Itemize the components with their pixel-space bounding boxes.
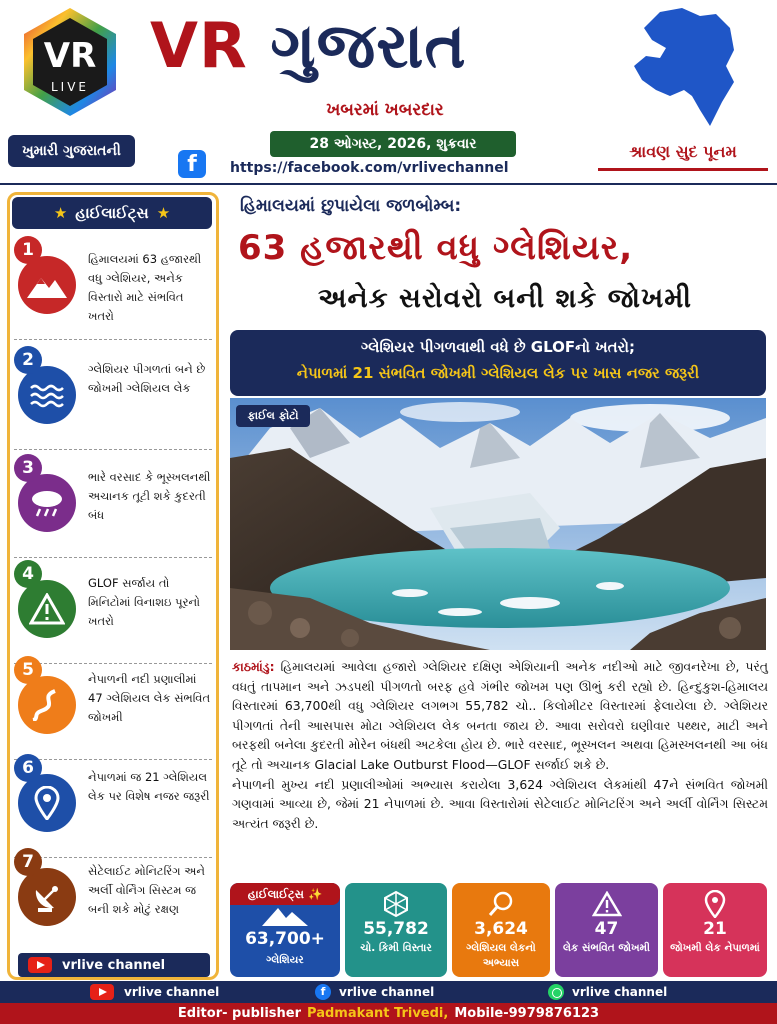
- subheadline-box: [230, 330, 766, 396]
- brand-title: [150, 6, 580, 86]
- mountain-icon: [230, 905, 340, 927]
- highlight-text: GLOF સર્જાય તો મિનિટોમાં વિનાશઇ પૂરનો ખતરો: [88, 576, 200, 628]
- stat-label: જોખમી લેક નેપાળમાં: [670, 942, 760, 954]
- youtube-channel-link[interactable]: [18, 953, 210, 977]
- headline-second: અનેક સરોવરો બની શકે જોખમી: [317, 283, 693, 314]
- social-footer: [0, 981, 777, 1003]
- highlight-item-1: [14, 236, 212, 340]
- editor-mobile: Mobile-9979876123: [454, 1006, 600, 1021]
- highlights-title: [12, 197, 212, 229]
- tithi-label: શ્રાવણ સુદ પૂનમ: [598, 135, 768, 171]
- stat-label: ગ્લેશિયલ લેકનો અભ્યાસ: [466, 942, 536, 969]
- facebook-url-link[interactable]: https://facebook.com/vrlivechannel: [230, 160, 509, 176]
- editor-name: Padmakant Trivedi,: [307, 1006, 449, 1021]
- footer-whatsapp-label: vrlive channel: [572, 985, 668, 999]
- stat-value: 55,782: [363, 919, 429, 939]
- highlight-item-2: [14, 346, 212, 450]
- article-text-1: હિમાલયમાં આવેલા હજારો ગ્લેશિયર દક્ષિણ એશિયાની અનેક નદીઓ માટે જીવનરેખા છે, પરંતુ વધતું તાપમાન અને ઝડપથી પીગળતો બરફ હવે ગંભીર જોખમ પણ ઊભું કરી રહ્યો છે. હિન્દુકુશ-હિમાલય વિસ્તારમાં 63,700થી વધુ ગ્લેશિયર લગભગ 55,782 ચો.. કિલોમીટર વિસ્તારમાં ફેલાયેલા છે. ગ્લેશિયર પીગળતાં તેની આસપાસ મોટા ગ્લેશિયલ લેક બનતા જાય છે. આવા સરોવરો ઘણીવાર પથ્થર, માટી અને બરફથી બનેલા કુદરતી મોરેન બંધથી અટકેલા હોય છે. ભારે વરસાદ, ભૂસ્ખલન અથવા હિમસ્ખલનથી આ બંધ તૂટે તો અચાનક Glacial Lake Outburst Flood—GLOF સર્જાઈ શકે છે.: [232, 659, 768, 772]
- article-dateline: કાઠમાંડુ:: [232, 659, 275, 674]
- highlight-text: ગ્લેશિયર પીગળતાં બને છે જોખમી ગ્લેશિયલ લેક: [88, 362, 206, 395]
- highlight-item-5: [14, 656, 212, 760]
- article-body: [232, 657, 768, 881]
- water-waves-icon: [18, 366, 76, 424]
- file-photo-label: ફાઈલ ફોટો: [236, 405, 310, 427]
- whatsapp-icon: [548, 984, 564, 1000]
- stat-label: ગ્લેશિયર: [266, 954, 304, 966]
- footer-youtube-label: vrlive channel: [124, 985, 220, 999]
- stat-label: ચો. કિમી વિસ્તાર: [360, 942, 432, 954]
- subheadline-2: નેપાળમાં 21 સંભવિત જોખમી ગ્લેશિયલ લેક પર ખાસ નજર જરૂરી: [296, 364, 700, 382]
- highlight-text: સેટેલાઈટ મોનિટરિંગ અને અર્લી વોર્નિંગ સિસ્ટમ જ બની શકે મોટું રક્ષણ: [88, 864, 205, 916]
- stat-value: 21: [703, 919, 727, 939]
- stat-card-nepal-lakes: [663, 883, 767, 977]
- logo-live-text: LIVE: [50, 80, 89, 94]
- issue-date: 28 ઓગસ્ટ, 2026, શુક્રવાર: [270, 131, 516, 157]
- headline-kicker: હિમાલયમાં છુપાયેલા જળબોમ્બ:: [240, 196, 462, 216]
- youtube-icon: [90, 984, 114, 1000]
- tagline: ખુમારી ગુજરાતની: [8, 135, 135, 167]
- editor-footer: [0, 1003, 777, 1024]
- highlight-item-7: [14, 848, 212, 952]
- location-pin-icon: [18, 774, 76, 832]
- masthead: [0, 0, 777, 185]
- highlight-text: નેપાળમાં જ 21 ગ્લેશિયલ લેક પર વિશેષ નજર જરૂરી: [88, 770, 210, 803]
- stat-card-glaciers: [230, 883, 340, 977]
- stats-highlights-tag: હાઈલાઈટ્સ ✨: [230, 883, 340, 905]
- highlight-item-3: [14, 454, 212, 558]
- stat-value: 63,700+: [245, 929, 325, 949]
- highlight-number: 2: [14, 346, 42, 374]
- glacier-lake-photo: [230, 398, 766, 650]
- stat-value: 3,624: [474, 919, 528, 939]
- brand-vr: VR: [150, 9, 248, 82]
- star-icon: ★: [156, 204, 171, 222]
- mountain-icon: [18, 256, 76, 314]
- brand-gujarat: ગુજરાત: [270, 9, 467, 82]
- highlight-number: 5: [14, 656, 42, 684]
- satellite-dish-icon: [18, 868, 76, 926]
- highlights-title-text: હાઈલાઈટ્સ: [75, 204, 149, 222]
- youtube-channel-label: vrlive channel: [62, 957, 166, 973]
- river-icon: [18, 676, 76, 734]
- footer-facebook-link[interactable]: [315, 984, 434, 1000]
- facebook-icon: f: [315, 984, 331, 1000]
- highlight-text: હિમાલયમાં 63 હજારથી વધુ ગ્લેશિયર, અનેક વિસ્તારો માટે સંભવિત ખતરો: [88, 252, 202, 323]
- highlight-text: ભારે વરસાદ કે ભૂસ્ખલનથી અચાનક તૂટી શકે કુદરતી બંધ: [88, 470, 211, 522]
- gujarat-map-icon: [630, 6, 745, 131]
- highlight-text: નેપાળની નદી પ્રણાલીમાં 47 ગ્લેશિયલ લેક સંભવિત જોખમી: [88, 672, 211, 724]
- warning-icon: [555, 889, 658, 919]
- logo-vr-text: VR: [43, 36, 97, 76]
- headline-main: 63 હજારથી વધુ ગ્લેશિયર,: [238, 228, 634, 268]
- location-pin-icon: [663, 889, 767, 919]
- highlight-item-6: [14, 754, 212, 858]
- highlight-item-4: [14, 560, 212, 664]
- facebook-icon[interactable]: f: [178, 150, 206, 178]
- slogan: ખબરમાં ખબરદાર: [326, 100, 444, 120]
- footer-facebook-label: vrlive channel: [339, 985, 435, 999]
- highlight-number: 3: [14, 454, 42, 482]
- stat-label: લેક સંભવિત જોખમી: [562, 942, 651, 954]
- youtube-icon: [28, 957, 52, 973]
- subheadline-1: ગ્લેશિયર પીગળવાથી વધે છે GLOFનો ખતરો;: [360, 338, 636, 356]
- article-paragraph-2: નેપાળની મુખ્ય નદી પ્રણાલીઓમાં અભ્યાસ કરાયેલા 3,624 ગ્લેશિયલ લેકમાંથી 47ને સંભવિત જોખમી ગણવામાં આવ્યા છે, જેમાં 21 નેપાળમાં છે. આવા વિસ્તારોમાં સેટેલાઈટ મોનિટરિંગ અને અર્લી વોર્નિંગ સિસ્ટમ અત્યંત જરૂરી છે.: [232, 776, 768, 831]
- stat-card-lakes-studied: [452, 883, 550, 977]
- ice-crystal-icon: [345, 889, 447, 919]
- vr-live-logo: [20, 6, 120, 118]
- footer-whatsapp-link[interactable]: [548, 984, 667, 1000]
- stat-value: 47: [594, 919, 619, 939]
- stat-card-area: [345, 883, 447, 977]
- highlight-number: 6: [14, 754, 42, 782]
- magnifier-icon: [452, 889, 550, 919]
- footer-youtube-link[interactable]: [90, 984, 219, 1000]
- star-icon: ★: [53, 204, 68, 222]
- highlight-number: 4: [14, 560, 42, 588]
- stat-card-risky-lakes: [555, 883, 658, 977]
- storm-cloud-icon: [18, 474, 76, 532]
- article-paragraph-1: [232, 657, 768, 775]
- highlight-number: 1: [14, 236, 42, 264]
- warning-icon: [18, 580, 76, 638]
- editor-label: Editor- publisher: [177, 1006, 302, 1021]
- highlight-number: 7: [14, 848, 42, 876]
